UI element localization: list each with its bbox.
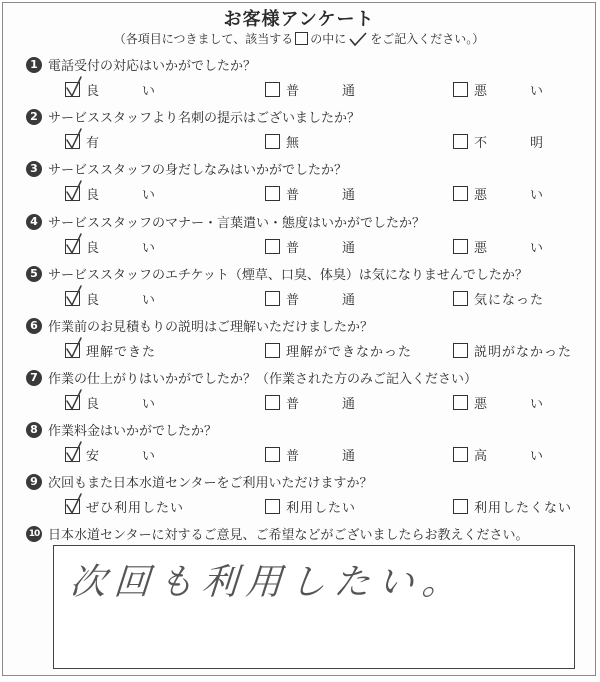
free-answer-text: 次回も利用したい。 xyxy=(68,562,468,603)
page-title: お客様アンケート xyxy=(223,9,375,30)
checkmark-icon xyxy=(64,441,84,463)
circled-number-icon: 6 xyxy=(26,318,42,334)
option-3[interactable] xyxy=(453,236,544,256)
option-1[interactable] xyxy=(65,392,156,412)
option-group xyxy=(3,79,597,99)
question-text: 作業前のお見積もりの説明はご理解いただけましたか？ xyxy=(48,320,374,335)
option-group xyxy=(3,340,597,360)
option-1[interactable] xyxy=(65,288,156,308)
checkbox-icon[interactable] xyxy=(265,395,280,410)
question-text: 電話受付の対応はいかがでしたか？ xyxy=(48,59,257,74)
question-header xyxy=(26,55,256,74)
option-label: 気になった xyxy=(474,292,545,308)
option-3[interactable] xyxy=(453,79,544,99)
question-header xyxy=(26,420,217,439)
option-label: 悪 い xyxy=(474,187,545,203)
option-3[interactable] xyxy=(453,288,544,308)
option-1[interactable] xyxy=(65,183,156,203)
checkbox-icon[interactable] xyxy=(265,134,280,149)
option-group xyxy=(3,496,597,516)
circled-number-icon: 1 xyxy=(26,57,42,73)
checkbox-icon[interactable] xyxy=(453,239,468,254)
option-group xyxy=(3,288,597,308)
option-3[interactable] xyxy=(453,183,544,203)
checkmark-icon xyxy=(64,285,84,307)
question-9 xyxy=(3,472,597,524)
option-label: 普 通 xyxy=(286,292,357,308)
checkbox-icon[interactable] xyxy=(453,82,468,97)
option-label: 良 い xyxy=(86,396,157,412)
free-answer-box[interactable] xyxy=(53,545,575,669)
option-1[interactable] xyxy=(65,131,100,151)
checkmark-icon xyxy=(64,180,84,202)
circled-number-icon: 7 xyxy=(26,370,42,386)
option-label: 利用したい xyxy=(286,500,357,516)
option-2[interactable] xyxy=(265,131,300,151)
instruction-before: （各項目につきまして、該当する xyxy=(113,32,294,46)
option-group xyxy=(3,236,597,256)
option-label: 普 通 xyxy=(286,187,357,203)
checkmark-icon xyxy=(64,337,84,359)
checkbox-icon[interactable] xyxy=(265,499,280,514)
option-2[interactable] xyxy=(265,340,412,360)
option-group xyxy=(3,131,597,151)
option-label: 良 い xyxy=(86,187,157,203)
checkbox-icon[interactable] xyxy=(65,134,80,149)
checkbox-icon[interactable] xyxy=(265,343,280,358)
question-header xyxy=(26,472,372,491)
option-label: 良 い xyxy=(86,292,157,308)
option-2[interactable] xyxy=(265,236,356,256)
option-label: 有 xyxy=(86,135,101,151)
question-5 xyxy=(3,264,597,316)
checkbox-icon[interactable] xyxy=(453,186,468,201)
option-3[interactable] xyxy=(453,340,572,360)
option-label: 悪 い xyxy=(474,240,545,256)
checkbox-icon[interactable] xyxy=(65,82,80,97)
question-header xyxy=(26,264,528,283)
checkmark-icon xyxy=(64,389,84,411)
checkbox-icon[interactable] xyxy=(265,447,280,462)
instruction-middle: の中に xyxy=(310,32,347,46)
question-text: 作業の仕上がりはいかがでしたか？（作業された方のみご記入ください） xyxy=(48,372,478,387)
checkbox-icon xyxy=(295,32,308,45)
circled-number-icon: 9 xyxy=(26,474,42,490)
question-text: サービススタッフのマナー・言葉遣い・態度はいかがでしたか？ xyxy=(48,216,426,231)
checkbox-icon[interactable] xyxy=(453,447,468,462)
option-3[interactable] xyxy=(453,131,544,151)
option-label: 普 通 xyxy=(286,240,357,256)
circled-number-icon: 2 xyxy=(26,109,42,125)
question-header xyxy=(26,316,373,335)
question-8 xyxy=(3,420,597,472)
option-3[interactable] xyxy=(453,444,544,464)
option-1[interactable] xyxy=(65,79,156,99)
option-1[interactable] xyxy=(65,496,184,516)
survey-sheet xyxy=(2,2,596,676)
option-3[interactable] xyxy=(453,392,544,412)
question-header xyxy=(26,107,360,126)
option-1[interactable] xyxy=(65,340,156,360)
question-1 xyxy=(3,55,597,107)
option-1[interactable] xyxy=(65,444,156,464)
circled-number-icon: 5 xyxy=(26,266,42,282)
option-label: ぜひ利用したい xyxy=(86,500,185,516)
option-label: 良 い xyxy=(86,240,157,256)
checkbox-icon[interactable] xyxy=(453,134,468,149)
option-3[interactable] xyxy=(453,496,572,516)
question-header xyxy=(26,368,477,387)
option-label: 悪 い xyxy=(474,83,545,99)
question-3 xyxy=(3,159,597,211)
question-text: サービススタッフの身だしなみはいかがでしたか？ xyxy=(48,163,348,178)
option-group xyxy=(3,183,597,203)
option-label: 普 通 xyxy=(286,83,357,99)
question-2 xyxy=(3,107,597,159)
question-text: 次回もまた日本水道センターをご利用いただけますか？ xyxy=(48,476,373,491)
option-label: 無 xyxy=(286,135,301,151)
question-7 xyxy=(3,368,597,420)
option-2[interactable] xyxy=(265,79,356,99)
option-label: 高 い xyxy=(474,448,545,464)
checkmark-icon xyxy=(64,128,84,150)
checkbox-icon[interactable] xyxy=(453,499,468,514)
circled-number-icon: 3 xyxy=(26,161,42,177)
option-label: 不 明 xyxy=(474,135,545,151)
option-2[interactable] xyxy=(265,444,356,464)
checkbox-icon[interactable] xyxy=(65,239,80,254)
option-2[interactable] xyxy=(265,496,356,516)
question-text: サービススタッフより名刺の提示はございましたか？ xyxy=(48,111,361,126)
question-header xyxy=(26,212,425,231)
option-1[interactable] xyxy=(65,236,156,256)
checkmark-icon xyxy=(64,76,84,98)
instruction-after: をご記入ください。） xyxy=(370,32,485,46)
checkmark-icon xyxy=(64,493,84,515)
question-text: サービススタッフのエチケット（煙草、口臭、体臭）は気になりませんでしたか？ xyxy=(48,268,528,283)
option-label: 説明がなかった xyxy=(474,344,573,360)
option-label: 利用したくない xyxy=(474,500,573,516)
checkbox-icon[interactable] xyxy=(453,343,468,358)
checkbox-icon[interactable] xyxy=(65,447,80,462)
circled-number-icon: 10 xyxy=(26,526,42,542)
question-text: 作業料金はいかがでしたか？ xyxy=(48,424,218,439)
checkbox-icon[interactable] xyxy=(265,239,280,254)
option-2[interactable] xyxy=(265,183,356,203)
option-label: 理解できた xyxy=(86,344,157,360)
checkbox-icon[interactable] xyxy=(265,291,280,306)
checkmark-icon xyxy=(64,233,84,255)
checkbox-icon[interactable] xyxy=(453,395,468,410)
checkbox-icon[interactable] xyxy=(65,499,80,514)
checkbox-icon[interactable] xyxy=(65,395,80,410)
checkbox-icon[interactable] xyxy=(65,343,80,358)
question-4 xyxy=(3,212,597,264)
checkbox-icon[interactable] xyxy=(65,186,80,201)
checkbox-icon[interactable] xyxy=(453,291,468,306)
question-6 xyxy=(3,316,597,368)
option-group xyxy=(3,444,597,464)
option-label: 理解ができなかった xyxy=(286,344,413,360)
question-header xyxy=(26,159,347,178)
option-label: 良 い xyxy=(86,83,157,99)
question-text: 日本水道センターに対するご意見、ご希望などがございましたらお教えください。 xyxy=(48,528,529,543)
checkmark-icon xyxy=(348,31,368,47)
option-2[interactable] xyxy=(265,392,356,412)
question-header xyxy=(26,524,528,543)
circled-number-icon: 4 xyxy=(26,214,42,230)
option-label: 悪 い xyxy=(474,396,545,412)
checkbox-icon[interactable] xyxy=(265,186,280,201)
option-label: 普 通 xyxy=(286,396,357,412)
instruction xyxy=(3,30,595,47)
option-label: 普 通 xyxy=(286,448,357,464)
circled-number-icon: 8 xyxy=(26,422,42,438)
option-group xyxy=(3,392,597,412)
checkbox-icon[interactable] xyxy=(65,291,80,306)
option-label: 安 い xyxy=(86,448,157,464)
checkbox-icon[interactable] xyxy=(265,82,280,97)
option-2[interactable] xyxy=(265,288,356,308)
